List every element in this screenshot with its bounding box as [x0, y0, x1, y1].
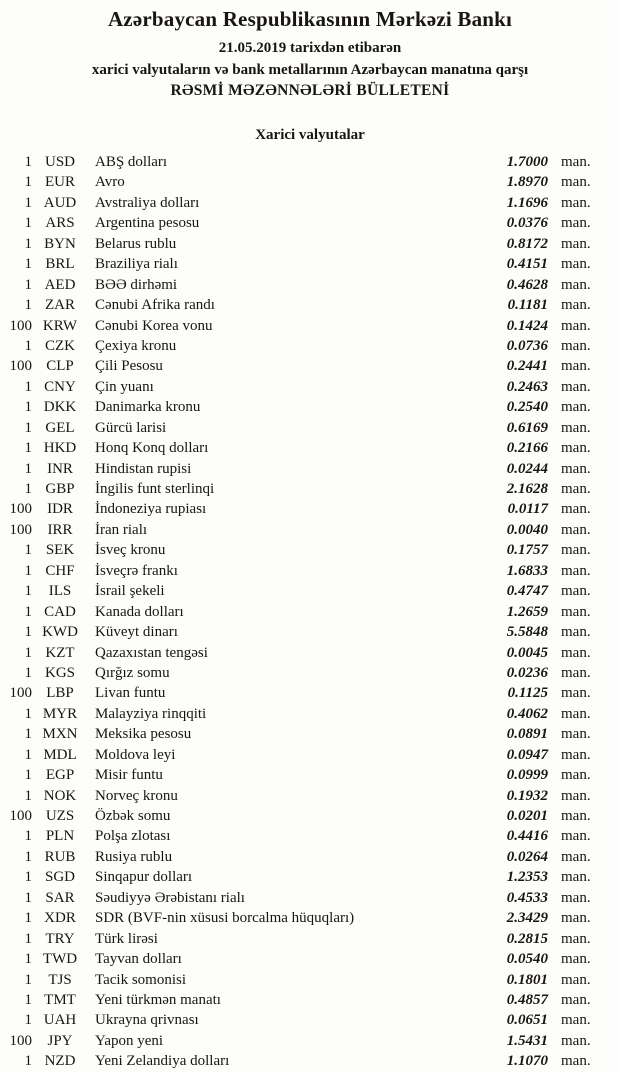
- currency-name: Malayziya rinqqiti: [95, 705, 207, 722]
- currency-code: GEL: [45, 419, 75, 436]
- rate-unit-label: man.: [561, 440, 591, 457]
- currency-code: KWD: [42, 624, 78, 641]
- rate-unit-label: man.: [561, 194, 591, 211]
- currency-rate: 0.4416: [506, 828, 548, 845]
- currency-rate: 0.4151: [506, 256, 548, 273]
- rate-unit-label: man.: [561, 889, 591, 906]
- table-row: [0, 336, 601, 356]
- table-row: [0, 275, 601, 295]
- currency-quantity: 1: [24, 726, 32, 743]
- currency-name: Cənubi Afrika randı: [95, 297, 215, 314]
- currency-rate: 5.5848: [506, 624, 548, 641]
- currency-quantity: 100: [9, 501, 32, 518]
- currency-name: Çili Pesosu: [95, 358, 163, 375]
- currency-rate: 0.4857: [506, 991, 548, 1008]
- currency-quantity: 1: [24, 1053, 32, 1070]
- currency-quantity: 1: [24, 562, 32, 579]
- currency-code: CAD: [44, 603, 76, 620]
- currency-rate: 0.1181: [507, 297, 548, 314]
- currency-quantity: 1: [24, 235, 32, 252]
- currency-name: Yapon yeni: [95, 1032, 164, 1049]
- table-row: [0, 1010, 601, 1030]
- table-row: [0, 540, 601, 560]
- table-row: [0, 499, 601, 519]
- rate-unit-label: man.: [561, 542, 591, 559]
- currency-code: EUR: [45, 174, 75, 191]
- currency-quantity: 1: [24, 991, 32, 1008]
- table-row: [0, 704, 601, 724]
- currency-rate: 0.0540: [506, 951, 548, 968]
- currency-quantity: 1: [24, 378, 32, 395]
- currency-code: MXN: [42, 726, 78, 743]
- currency-quantity: 1: [24, 624, 32, 641]
- currency-code: CNY: [44, 378, 76, 395]
- currency-rate: 0.0264: [506, 848, 548, 865]
- table-row: [0, 929, 601, 949]
- table-row: [0, 377, 601, 397]
- currency-code: ARS: [45, 215, 75, 232]
- currency-name: Ukrayna qrivnası: [95, 1012, 199, 1029]
- currency-name: Qırğız somu: [95, 664, 170, 681]
- bank-title: Azərbaycan Respublikasının Mərkəzi Bankı: [107, 7, 513, 31]
- currency-quantity: 100: [9, 808, 32, 824]
- bulletin-subtitle: xarici valyutaların və bank metallarının Azərbaycan manatına qarşı: [91, 62, 529, 78]
- currency-name: Moldova leyi: [95, 746, 176, 763]
- currency-code: USD: [44, 154, 75, 170]
- currency-code: HKD: [43, 440, 77, 457]
- table-row: [0, 724, 601, 744]
- currency-name: Hindistan rupisi: [95, 460, 192, 477]
- rate-unit-label: man.: [561, 297, 591, 314]
- rate-unit-label: man.: [561, 501, 591, 518]
- table-row: [0, 765, 601, 785]
- currency-name: Türk lirəsi: [95, 930, 158, 947]
- currency-code: SGD: [44, 869, 75, 886]
- currency-rate: 1.7000: [506, 154, 548, 170]
- currency-name: Küveyt dinarı: [95, 624, 178, 641]
- rate-unit-label: man.: [561, 419, 591, 436]
- currency-quantity: 1: [24, 174, 32, 191]
- table-row: [0, 316, 601, 336]
- currency-name: Livan funtu: [95, 685, 166, 702]
- currency-quantity: 1: [24, 746, 32, 763]
- currency-name: Avro: [95, 174, 125, 191]
- currency-name: Sinqapur dolları: [95, 869, 193, 886]
- currency-rate: 0.0201: [506, 808, 548, 824]
- currency-quantity: 1: [24, 583, 32, 600]
- currency-name: Gürcü larisi: [95, 419, 167, 436]
- currency-rate: 0.1424: [506, 317, 548, 334]
- currency-code: DKK: [43, 399, 77, 416]
- table-row: [0, 172, 601, 192]
- currency-rate: 0.2463: [506, 378, 548, 395]
- currency-rate: 0.1757: [506, 542, 548, 559]
- currency-name: Yeni Zelandiya dolları: [95, 1053, 230, 1070]
- table-row: [0, 622, 601, 642]
- rate-unit-label: man.: [561, 154, 591, 170]
- currency-code: BRL: [45, 256, 75, 273]
- currency-code: GBP: [45, 481, 75, 497]
- currency-quantity: 1: [24, 951, 32, 968]
- currency-rate: 1.6833: [506, 562, 548, 579]
- currency-code: INR: [47, 460, 73, 477]
- table-row: [0, 561, 601, 581]
- currency-quantity: 100: [9, 521, 32, 538]
- currency-code: NZD: [44, 1053, 76, 1070]
- rate-unit-label: man.: [561, 726, 591, 743]
- currency-quantity: 1: [24, 930, 32, 947]
- currency-name: Tacik somonisi: [95, 971, 187, 988]
- table-row: [0, 356, 601, 376]
- currency-quantity: 1: [24, 1012, 32, 1029]
- currency-name: Argentina pesosu: [95, 215, 200, 232]
- currency-quantity: 1: [24, 460, 32, 477]
- currency-code: TMT: [44, 991, 76, 1008]
- currency-rate: 0.0891: [506, 726, 548, 743]
- currency-rate: 0.1125: [507, 685, 548, 702]
- table-row: [0, 683, 601, 703]
- currency-rate: 0.0999: [506, 767, 548, 784]
- currency-quantity: 1: [24, 705, 32, 722]
- currency-name: Norveç kronu: [95, 787, 178, 804]
- currency-quantity: 1: [24, 399, 32, 416]
- currency-code: ZAR: [45, 297, 75, 314]
- table-row: [0, 867, 601, 887]
- currency-rate: 0.0117: [507, 501, 548, 518]
- document-header: [0, 0, 620, 145]
- rate-unit-label: man.: [561, 358, 591, 375]
- rate-unit-label: man.: [561, 644, 591, 661]
- currency-name: İndoneziya rupiası: [95, 501, 207, 518]
- rate-unit-label: man.: [561, 276, 591, 293]
- currency-rate: 0.0736: [506, 337, 548, 354]
- table-row: [0, 990, 601, 1010]
- rate-unit-label: man.: [561, 317, 591, 334]
- table-row: [0, 152, 601, 172]
- currency-rate: 0.1932: [506, 787, 548, 804]
- currency-code: MYR: [42, 705, 78, 722]
- currency-rate: 0.4533: [506, 889, 548, 906]
- currency-quantity: 1: [24, 971, 32, 988]
- currency-rate: 0.0376: [506, 215, 548, 232]
- currency-rate: 0.8172: [506, 235, 548, 252]
- table-row: [0, 1051, 601, 1071]
- currency-quantity: 100: [9, 685, 32, 702]
- bulletin-title: RƏSMİ MƏZƏNNƏLƏRİ BÜLLETENİ: [170, 82, 450, 99]
- rate-unit-label: man.: [561, 603, 591, 620]
- currency-rate: 2.3429: [506, 910, 548, 927]
- currency-code: CLP: [46, 358, 74, 375]
- rate-unit-label: man.: [561, 991, 591, 1008]
- currency-rate: 0.4747: [506, 583, 548, 600]
- currency-code: RUB: [44, 848, 76, 865]
- rate-unit-label: man.: [561, 848, 591, 865]
- currency-rate: 0.0040: [506, 521, 548, 538]
- table-row: [0, 888, 601, 908]
- rate-unit-label: man.: [561, 562, 591, 579]
- rate-unit-label: man.: [561, 971, 591, 988]
- rate-unit-label: man.: [561, 1053, 591, 1070]
- effective-date-line: 21.05.2019 tarixdən etibarən: [218, 40, 402, 56]
- rate-unit-label: man.: [561, 828, 591, 845]
- currency-name: İsveçrə frankı: [95, 562, 178, 579]
- currency-name: Səudiyyə Ərəbistanı rialı: [95, 889, 245, 906]
- currency-quantity: 1: [24, 297, 32, 314]
- currency-name: Çin yuanı: [95, 378, 154, 395]
- currency-name: Belarus rublu: [95, 235, 177, 252]
- currency-quantity: 1: [24, 869, 32, 886]
- rate-unit-label: man.: [561, 930, 591, 947]
- table-row: [0, 949, 601, 969]
- rate-unit-label: man.: [561, 337, 591, 354]
- table-row: [0, 193, 601, 213]
- table-row: [0, 397, 601, 417]
- rate-unit-label: man.: [561, 399, 591, 416]
- currency-code: KRW: [42, 317, 78, 334]
- rate-unit-label: man.: [561, 869, 591, 886]
- currency-code: IDR: [47, 501, 73, 518]
- currency-code: BYN: [44, 235, 76, 252]
- currency-code: CHF: [45, 562, 75, 579]
- currency-name: Polşa zlotası: [95, 828, 171, 845]
- rate-unit-label: man.: [561, 235, 591, 252]
- currency-quantity: 1: [24, 256, 32, 273]
- currency-code: PLN: [45, 828, 75, 845]
- currency-quantity: 1: [24, 215, 32, 232]
- rate-unit-label: man.: [561, 624, 591, 641]
- currency-rate: 1.1070: [506, 1053, 548, 1070]
- currency-quantity: 1: [24, 889, 32, 906]
- table-row: [0, 438, 601, 458]
- currency-name: Yeni türkmən manatı: [95, 991, 221, 1008]
- currency-code: AUD: [43, 194, 77, 211]
- currency-rate: 0.2540: [506, 399, 548, 416]
- rates-table: [0, 152, 620, 1072]
- table-row: [0, 295, 601, 315]
- currency-code: TJS: [48, 971, 72, 988]
- currency-rate: 0.0236: [506, 664, 548, 681]
- currency-code: UZS: [45, 808, 75, 824]
- currency-quantity: 1: [24, 542, 32, 559]
- currency-name: İsveç kronu: [95, 542, 166, 559]
- rate-unit-label: man.: [561, 664, 591, 681]
- currency-name: Braziliya rialı: [95, 256, 178, 273]
- currency-code: SAR: [45, 889, 75, 906]
- currency-quantity: 1: [24, 194, 32, 211]
- currency-quantity: 1: [24, 828, 32, 845]
- table-row: [0, 847, 601, 867]
- currency-name: Cənubi Korea vonu: [95, 317, 213, 334]
- currency-quantity: 1: [24, 481, 32, 497]
- rate-unit-label: man.: [561, 951, 591, 968]
- currency-quantity: 1: [24, 603, 32, 620]
- currency-quantity: 1: [24, 910, 32, 927]
- rate-unit-label: man.: [561, 378, 591, 395]
- currency-code: TWD: [42, 951, 78, 968]
- rate-unit-label: man.: [561, 215, 591, 232]
- table-row: [0, 479, 601, 499]
- currency-name: Danimarka kronu: [95, 399, 201, 416]
- currency-quantity: 100: [9, 358, 32, 375]
- rate-unit-label: man.: [561, 808, 591, 824]
- rate-unit-label: man.: [561, 481, 591, 497]
- table-row: [0, 581, 601, 601]
- table-row: [0, 213, 601, 233]
- currency-quantity: 1: [24, 276, 32, 293]
- currency-name: Özbək somu: [95, 808, 171, 824]
- currency-quantity: 1: [24, 419, 32, 436]
- currency-code: SEK: [45, 542, 75, 559]
- rate-unit-label: man.: [561, 174, 591, 191]
- rate-unit-label: man.: [561, 787, 591, 804]
- currency-name: SDR (BVF-nin xüsusi borcalma hüquqları): [95, 910, 355, 927]
- rate-unit-label: man.: [561, 1012, 591, 1029]
- currency-rate: 0.6169: [506, 419, 548, 436]
- currency-rate: 2.1628: [506, 481, 548, 497]
- currency-rate: 0.2166: [506, 440, 548, 457]
- currency-rate: 0.4062: [506, 705, 548, 722]
- currency-rate: 0.2441: [506, 358, 548, 375]
- currency-rate: 0.0244: [506, 460, 548, 477]
- currency-rate: 1.5431: [506, 1032, 548, 1049]
- currency-quantity: 100: [9, 317, 32, 334]
- currency-rate: 1.2659: [506, 603, 548, 620]
- currency-rate: 1.8970: [506, 174, 548, 191]
- rate-unit-label: man.: [561, 521, 591, 538]
- currency-quantity: 1: [24, 848, 32, 865]
- currency-quantity: 1: [24, 337, 32, 354]
- rate-unit-label: man.: [561, 746, 591, 763]
- rate-unit-label: man.: [561, 705, 591, 722]
- currency-quantity: 1: [24, 767, 32, 784]
- currency-name: İngilis funt sterlinqi: [95, 481, 215, 497]
- currency-code: XDR: [44, 910, 76, 927]
- currency-quantity: 1: [24, 154, 32, 170]
- table-row: [0, 908, 601, 928]
- currency-name: Meksika pesosu: [95, 726, 192, 743]
- currency-code: KZT: [45, 644, 75, 661]
- currency-name: Çexiya kronu: [95, 337, 177, 354]
- currency-code: CZK: [45, 337, 75, 354]
- rate-unit-label: man.: [561, 685, 591, 702]
- currency-code: ILS: [48, 583, 72, 600]
- rate-unit-label: man.: [561, 1032, 591, 1049]
- currency-rate: 0.4628: [506, 276, 548, 293]
- table-row: [0, 970, 601, 990]
- currency-rate: 1.1696: [506, 194, 548, 211]
- currency-rate: 0.0651: [506, 1012, 548, 1029]
- currency-name: İsrail şekeli: [95, 583, 165, 600]
- currency-rate: 0.2815: [506, 930, 548, 947]
- currency-code: TRY: [45, 930, 75, 947]
- currency-name: Avstraliya dolları: [95, 194, 200, 211]
- currency-quantity: 1: [24, 440, 32, 457]
- currency-name: Rusiya rublu: [95, 848, 173, 865]
- currency-rate: 1.2353: [506, 869, 548, 886]
- table-row: [0, 643, 601, 663]
- currency-code: AED: [44, 276, 76, 293]
- currency-code: EGP: [45, 767, 75, 784]
- currency-name: Tayvan dolları: [95, 951, 182, 968]
- table-row: [0, 459, 601, 479]
- table-row: [0, 602, 601, 622]
- currency-quantity: 1: [24, 644, 32, 661]
- table-row: [0, 745, 601, 765]
- table-row: [0, 520, 601, 540]
- currency-name: İran rialı: [95, 521, 148, 538]
- table-row: [0, 254, 601, 274]
- currency-quantity: 1: [24, 664, 32, 681]
- currency-rate: 0.0045: [506, 644, 548, 661]
- currency-name: Kanada dolları: [95, 603, 184, 620]
- section-title-foreign-currencies: Xarici valyutalar: [255, 127, 365, 143]
- currency-code: IRR: [47, 521, 73, 538]
- rate-unit-label: man.: [561, 460, 591, 477]
- currency-rate: 0.0947: [506, 746, 548, 763]
- currency-code: NOK: [43, 787, 77, 804]
- table-row: [0, 418, 601, 438]
- currency-code: UAH: [43, 1012, 77, 1029]
- rate-unit-label: man.: [561, 256, 591, 273]
- table-row: [0, 806, 601, 826]
- rate-unit-label: man.: [561, 767, 591, 784]
- currency-code: KGS: [44, 664, 75, 681]
- currency-name: Qazaxıstan tengəsi: [95, 644, 208, 661]
- table-row: [0, 826, 601, 846]
- currency-quantity: 1: [24, 787, 32, 804]
- currency-code: JPY: [47, 1032, 73, 1049]
- rate-unit-label: man.: [561, 910, 591, 927]
- currency-rate: 0.1801: [506, 971, 548, 988]
- table-row: [0, 234, 601, 254]
- currency-code: MDL: [43, 746, 77, 763]
- rate-unit-label: man.: [561, 583, 591, 600]
- currency-code: LBP: [46, 685, 74, 702]
- table-row: [0, 786, 601, 806]
- currency-name: Honq Konq dolları: [95, 440, 209, 457]
- currency-name: BƏƏ dirhəmi: [95, 276, 178, 293]
- currency-name: ABŞ dolları: [95, 154, 168, 170]
- currency-quantity: 100: [9, 1032, 32, 1049]
- table-row: [0, 663, 601, 683]
- currency-name: Misir funtu: [95, 767, 163, 784]
- table-row: [0, 1031, 601, 1051]
